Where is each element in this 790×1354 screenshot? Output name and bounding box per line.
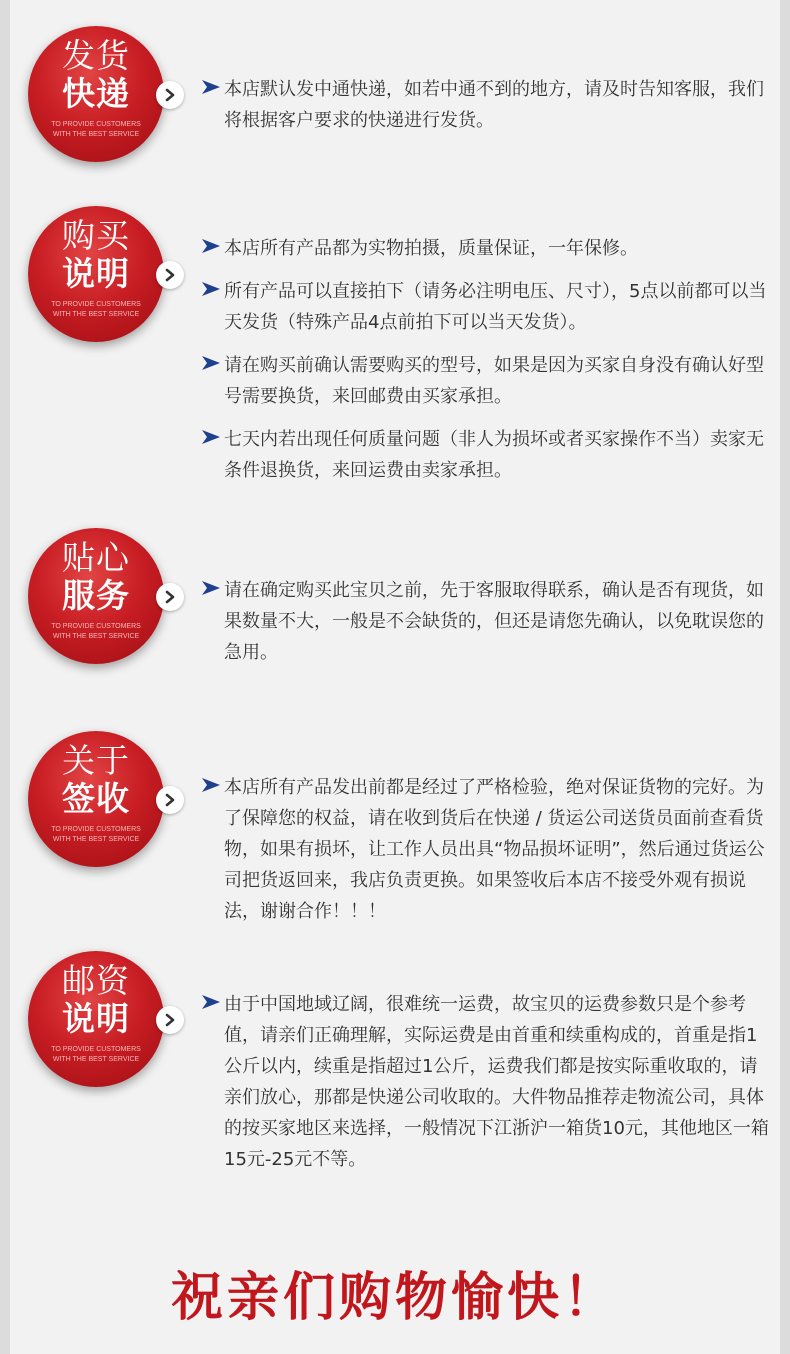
item-text: 请在购买前确认需要购买的型号，如果是因为买家自身没有确认好型号需要换货，来回邮费由买家承担。 (224, 355, 764, 407)
badge (28, 731, 176, 879)
list-item (202, 989, 772, 1175)
badge-title-top: 邮资 (62, 961, 130, 1000)
chevron-right-icon (156, 261, 184, 289)
arrow-right-icon (202, 581, 220, 595)
badge-circle (28, 206, 164, 342)
arrow-right-icon (202, 430, 220, 444)
badge (28, 206, 176, 354)
badge-title-top: 购买 (62, 216, 130, 255)
badge-subtitle-line2: WITH THE BEST SERVICE (52, 836, 140, 843)
chevron-right-icon (156, 81, 184, 109)
arrow-right-icon (202, 356, 220, 370)
item-text: 由于中国地域辽阔，很难统一运费，故宝贝的运费参数只是个参考值，请亲们正确理解，实际运费是由首重和续重构成的，首重是指1公斤以内，续重是指超过1公斤，运费我们都是按实际重收取的，请亲们放心，那都是快递公司收取的。大件物品推荐走物流公司，具体的按买家地区来选择，一般情况下江浙沪一箱货10元，其他地区一箱15元-25元不等。 (224, 994, 769, 1170)
arrow-right-icon (202, 778, 220, 792)
badge-subtitle (28, 825, 164, 845)
page (10, 0, 780, 1354)
badge-title-top: 关于 (62, 741, 130, 780)
chevron-right-icon (156, 1006, 184, 1034)
badge-subtitle-line2: WITH THE BEST SERVICE (52, 131, 140, 138)
chevron-right-icon (156, 786, 184, 814)
arrow-right-icon (202, 80, 220, 94)
badge-subtitle-line1: TO PROVIDE CUSTOMERS (51, 623, 141, 630)
badge-subtitle-line2: WITH THE BEST SERVICE (52, 311, 140, 318)
badge-title-bottom: 服务 (62, 576, 130, 615)
list-item (202, 233, 772, 264)
badge-title-top: 发货 (62, 36, 130, 75)
badge-title-top: 贴心 (62, 538, 130, 577)
badge (28, 528, 176, 676)
item-list (202, 575, 772, 680)
badge-subtitle-line1: TO PROVIDE CUSTOMERS (51, 1046, 141, 1053)
badge-subtitle (28, 622, 164, 642)
item-text: 请在确定购买此宝贝之前，先于客服取得联系，确认是否有现货，如果数量不大，一般是不会缺货的，但还是请您先确认，以免耽误您的急用。 (224, 580, 764, 663)
item-list (202, 74, 772, 148)
badge-circle (28, 26, 164, 162)
badge-title-bottom: 快递 (62, 74, 130, 113)
badge-circle (28, 951, 164, 1087)
badge-subtitle-line1: TO PROVIDE CUSTOMERS (51, 121, 141, 128)
item-text: 本店所有产品发出前都是经过了严格检验，绝对保证货物的完好。为了保障您的权益，请在收到货后在快递 / 货运公司送货员面前查看货物，如果有损坏，让工作人员出具“物品损坏证明”，然后通过货运公司把货返回来，我店负责更换。如果签收后本店不接受外观有损说法，谢谢合作！！！ (224, 777, 765, 922)
badge-circle (28, 528, 164, 664)
item-list (202, 772, 772, 939)
badge-title-bottom: 说明 (62, 254, 130, 293)
list-item (202, 276, 772, 338)
item-list (202, 989, 772, 1187)
arrow-right-icon (202, 282, 220, 296)
list-item (202, 424, 772, 486)
badge-subtitle-line1: TO PROVIDE CUSTOMERS (51, 301, 141, 308)
item-list (202, 233, 772, 498)
item-text: 所有产品可以直接拍下（请务必注明电压、尺寸），5点以前都可以当天发货（特殊产品4点前拍下可以当天发货）。 (224, 281, 767, 333)
badge-subtitle (28, 300, 164, 320)
list-item (202, 575, 772, 668)
arrow-right-icon (202, 239, 220, 253)
badge (28, 951, 176, 1099)
chevron-right-icon (156, 583, 184, 611)
badge-title-bottom: 说明 (62, 999, 130, 1038)
arrow-right-icon (202, 995, 220, 1009)
badge-title-bottom: 签收 (62, 779, 130, 818)
badge-subtitle-line2: WITH THE BEST SERVICE (52, 1056, 140, 1063)
list-item (202, 772, 772, 927)
footer-slogan: 祝亲们购物愉快！ (170, 1268, 619, 1328)
item-text: 本店默认发中通快递，如若中通不到的地方，请及时告知客服，我们将根据客户要求的快递进行发货。 (224, 79, 764, 131)
list-item (202, 74, 772, 136)
item-text: 七天内若出现任何质量问题（非人为损坏或者买家操作不当）卖家无条件退换货，来回运费由卖家承担。 (224, 429, 764, 481)
badge-subtitle-line2: WITH THE BEST SERVICE (52, 633, 140, 640)
badge-subtitle (28, 120, 164, 140)
badge-circle (28, 731, 164, 867)
item-text: 本店所有产品都为实物拍摄，质量保证，一年保修。 (224, 238, 638, 259)
badge (28, 26, 176, 174)
badge-subtitle-line1: TO PROVIDE CUSTOMERS (51, 826, 141, 833)
badge-subtitle (28, 1045, 164, 1065)
list-item (202, 350, 772, 412)
